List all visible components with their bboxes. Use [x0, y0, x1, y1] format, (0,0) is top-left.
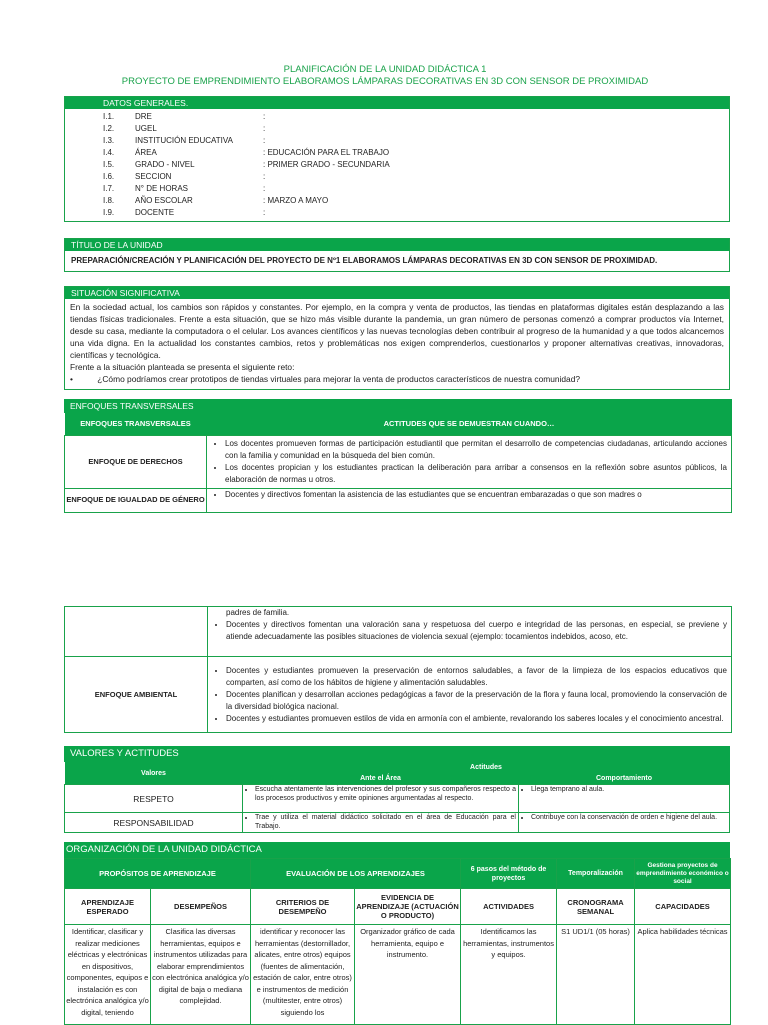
- s-cronograma: CRONOGRAMA SEMANAL: [557, 889, 635, 925]
- list-item: • Los docentes promueven formas de participación estudiantil que permitan el desarrollo de competencias ciudadanas, articulando acciones con la familia y comunidad en la búsqueda del bien común.: [225, 438, 727, 462]
- general-data-value: :: [263, 184, 266, 193]
- list-item: • Docentes y estudiantes promueven la preservación de entornos saludables, a favor de la limpieza de los espacios educativos que comparten, así como de los hábitos de higiene y alimentación saludables.: [226, 665, 727, 689]
- unit-title-section: [64, 238, 730, 272]
- general-data-row: [65, 123, 729, 135]
- col-enfoques: ENFOQUES TRANSVERSALES: [65, 413, 207, 435]
- general-data-label: INSTITUCIÓN EDUCATIVA: [135, 136, 233, 145]
- values-heading: VALORES Y ACTITUDES: [64, 746, 730, 762]
- organization-section: [64, 842, 730, 1025]
- s-actividades: ACTIVIDADES: [461, 889, 557, 925]
- s-criterios: CRITERIOS DE DESEMPEÑO: [251, 889, 355, 925]
- general-data-num: I.1.: [103, 112, 115, 121]
- general-data-row: [65, 171, 729, 183]
- general-data-num: I.2.: [103, 124, 115, 133]
- list-item: • Docentes y directivos fomentan la asistencia de las estudiantes que se encuentran embarazadas o que son madres o: [225, 489, 727, 501]
- h-evaluacion: EVALUACIÓN DE LOS APRENDIZAJES: [251, 859, 461, 889]
- general-data-num: I.8.: [103, 196, 115, 205]
- enfoque-genero-label: ENFOQUE DE IGUALDAD DE GÉNERO: [65, 488, 207, 512]
- situation-challenge: [65, 373, 729, 385]
- cross-cutting-continued: [64, 606, 732, 733]
- general-data-num: I.5.: [103, 160, 115, 169]
- general-data-num: I.6.: [103, 172, 115, 181]
- general-data-label: SECCION: [135, 172, 172, 181]
- h-propositos: PROPÓSITOS DE APRENDIZAJE: [65, 859, 251, 889]
- h-temporalizacion: Temporalización: [557, 859, 635, 889]
- general-data-section: [64, 96, 730, 222]
- enfoque-genero-attitudes: [207, 488, 732, 512]
- unit-title: PLANIFICACIÓN DE LA UNIDAD DIDÁCTICA 1: [283, 64, 487, 75]
- col-actitudes: ACTITUDES QUE SE DEMUESTRAN CUANDO…: [207, 413, 732, 435]
- general-data-list: [65, 109, 729, 219]
- project-title: PROYECTO DE EMPRENDIMIENTO ELABORAMOS LÁMPARAS DECORATIVAS EN 3D CON SENSOR DE PROXIMIDAD: [121, 76, 649, 87]
- general-data-num: I.4.: [103, 148, 115, 157]
- situation-challenge-intro: Frente a la situación planteada se presenta el siguiente reto:: [70, 362, 295, 372]
- respeto-area: [243, 785, 519, 813]
- s-aprendizaje: APRENDIZAJE ESPERADO: [65, 889, 151, 925]
- cell-criterios: identificar y reconocer las herramientas (destornillador, alicates, entre otros) equipos (fuentes de alimentación, estación de calor, entre otros) e instrumentos de medición (multitester, entre otros) siguiendo los: [251, 925, 355, 1025]
- general-data-value: : PRIMER GRADO - SECUNDARIA: [263, 160, 390, 169]
- general-data-label: DRE: [135, 112, 152, 121]
- h-gestiona: Gestiona proyectos de emprendimiento económico o social: [635, 859, 731, 889]
- general-data-label: GRADO - NIVEL: [135, 160, 195, 169]
- general-data-title: DATOS GENERALES.: [65, 97, 729, 109]
- situation-text: En la sociedad actual, los cambios son rápidos y constantes. Por ejemplo, en la compra y venta de productos, las tiendas en plataformas digitales están desplazando a las tiendas físicas tradicionales. Frente a esta situación, que se hizo más visible durante la pandemia, un gran número de personas comenzó a comprar productos vía Internet, desde su casa, mediante la computadora o el celular. Los avances científicos y las nuevas tecnologías deben contribuir al progreso de la humanidad y a que todos alcancemos una vida digna. En la actualidad los constantes cambios, retos y problemáticas nos exigen comprenderlos, cuestionarlos y proponer alternativas creativas, innovadoras, científicas y tecnológica.: [70, 302, 724, 360]
- unit-title-text: PREPARACIÓN/CREACIÓN Y PLANIFICACIÓN DEL PROYECTO DE Nº1 ELABORAMOS LÁMPARAS DECORATIVAS EN 3D CON SENSOR DE PROXIMIDAD.: [71, 256, 658, 265]
- value-responsabilidad: RESPONSABILIDAD: [65, 813, 243, 833]
- cross-cutting-heading: ENFOQUES TRANSVERSALES: [64, 399, 732, 413]
- general-data-row: [65, 159, 729, 171]
- general-data-value: :: [263, 136, 266, 145]
- enfoque-genero-continued: [208, 607, 732, 657]
- respeto-comp: [519, 785, 730, 813]
- enfoque-derechos-label: ENFOQUE DE DERECHOS: [65, 435, 207, 488]
- cell-actividades: Identificamos las herramientas, instrumentos y equipos.: [461, 925, 557, 1025]
- significant-situation-section: [64, 286, 730, 390]
- h-pasos: 6 pasos del método de proyectos: [461, 859, 557, 889]
- general-data-label: ÁREA: [135, 148, 157, 157]
- general-data-label: UGEL: [135, 124, 157, 133]
- value-respeto: RESPETO: [65, 785, 243, 813]
- col-comportamiento: Comportamiento: [519, 773, 730, 785]
- cell-aprendizaje: Identificar, clasificar y realizar mediciones eléctricas y electrónicas en dispositivos, componentes, equipos e instalación es con electrónica analógica y/o digital, teniendo: [65, 925, 151, 1025]
- cell-cronograma: S1 UD1/1 (05 horas): [557, 925, 635, 1025]
- list-item: • Docentes planifican y desarrollan acciones pedagógicas a favor de la preservación de la flora y fauna local, promoviendo la conservación de la diversidad biológica nacional.: [226, 689, 727, 713]
- general-data-label: DOCENTE: [135, 208, 175, 217]
- general-data-value: :: [263, 208, 266, 217]
- list-item: • Contribuye con la conservación de orden e higiene del aula.: [531, 813, 727, 822]
- general-data-num: I.7.: [103, 184, 115, 193]
- general-data-row: [65, 207, 729, 219]
- general-data-num: I.3.: [103, 136, 115, 145]
- general-data-row: [65, 183, 729, 195]
- general-data-value: : EDUCACIÓN PARA EL TRABAJO: [263, 148, 390, 157]
- general-data-label: N° DE HORAS: [135, 184, 188, 193]
- list-item: • Docentes y estudiantes promueven estilos de vida en armonía con el ambiente, revalorando los saberes locales y el conocimiento ancestral.: [226, 713, 727, 725]
- list-item: • Trae y utiliza el material didáctico solicitado en el área de Educación para el Trabajo.: [255, 813, 516, 831]
- col-ante-area: Ante el Área: [243, 773, 519, 785]
- general-data-value: : MARZO A MAYO: [263, 196, 329, 205]
- bullet-icon: •: [70, 374, 73, 384]
- cross-cutting-section: [64, 399, 732, 513]
- col-valores: Valores: [65, 762, 243, 785]
- general-data-value: :: [263, 124, 266, 133]
- enfoque-derechos-attitudes: [207, 435, 732, 488]
- list-item-cont: padres de familia.: [226, 608, 290, 617]
- empty-cell: [65, 607, 208, 657]
- s-desempenos: DESEMPEÑOS: [151, 889, 251, 925]
- list-item: • Escucha atentamente las intervenciones del profesor y sus compañeros respecto a los procesos productivos y emite opiniones argumentadas al respecto.: [255, 785, 516, 803]
- cell-desempenos: Clasifica las diversas herramientas, equipos e instrumentos utilizadas para elaborar emprendimientos con electrónica analógica y/o digital de baja o mediana complejidad.: [151, 925, 251, 1025]
- situation-heading: SITUACIÓN SIGNIFICATIVA: [65, 287, 729, 299]
- organization-heading: ORGANIZACIÓN DE LA UNIDAD DIDÁCTICA: [64, 842, 730, 858]
- cell-evidencia: Organizador gráfico de cada herramienta, equipo e instrumento.: [355, 925, 461, 1025]
- list-item: • Llega temprano al aula.: [531, 785, 727, 794]
- enfoque-ambiental-label: ENFOQUE AMBIENTAL: [65, 657, 208, 733]
- general-data-row: [65, 111, 729, 123]
- responsabilidad-area: [243, 813, 519, 833]
- general-data-value: :: [263, 112, 266, 121]
- col-actitudes: Actitudes: [243, 762, 730, 773]
- list-item: • Los docentes propician y los estudiantes practican la deliberación para arribar a consensos en la reflexión sobre asuntos públicos, la elaboración de normas u otros.: [225, 462, 727, 486]
- challenge-text: ¿Cómo podríamos crear prototipos de tiendas virtuales para mejorar la venta de productos característicos de nuestra comunidad?: [97, 374, 581, 384]
- unit-title-heading: TÍTULO DE LA UNIDAD: [65, 239, 729, 251]
- s-evidencia: EVIDENCIA DE APRENDIZAJE (ACTUACIÓN O PRODUCTO): [355, 889, 461, 925]
- general-data-row: [65, 135, 729, 147]
- general-data-value: :: [263, 172, 266, 181]
- values-section: [64, 746, 730, 833]
- general-data-label: AÑO ESCOLAR: [135, 196, 193, 205]
- document-header: [60, 64, 710, 88]
- general-data-num: I.9.: [103, 208, 115, 217]
- list-item: • Docentes y directivos fomentan una valoración sana y respetuosa del cuerpo e integridad de las personas, en especial, se previene y atiende adecuadamente las posibles situaciones de violencia sexual (ejemplo: tocamientos indebidos, acoso, etc.: [226, 619, 727, 643]
- cell-capacidades: Aplica habilidades técnicas: [635, 925, 731, 1025]
- general-data-row: [65, 195, 729, 207]
- responsabilidad-comp: [519, 813, 730, 833]
- general-data-row: [65, 147, 729, 159]
- s-capacidades: CAPACIDADES: [635, 889, 731, 925]
- enfoque-ambiental-attitudes: [208, 657, 732, 733]
